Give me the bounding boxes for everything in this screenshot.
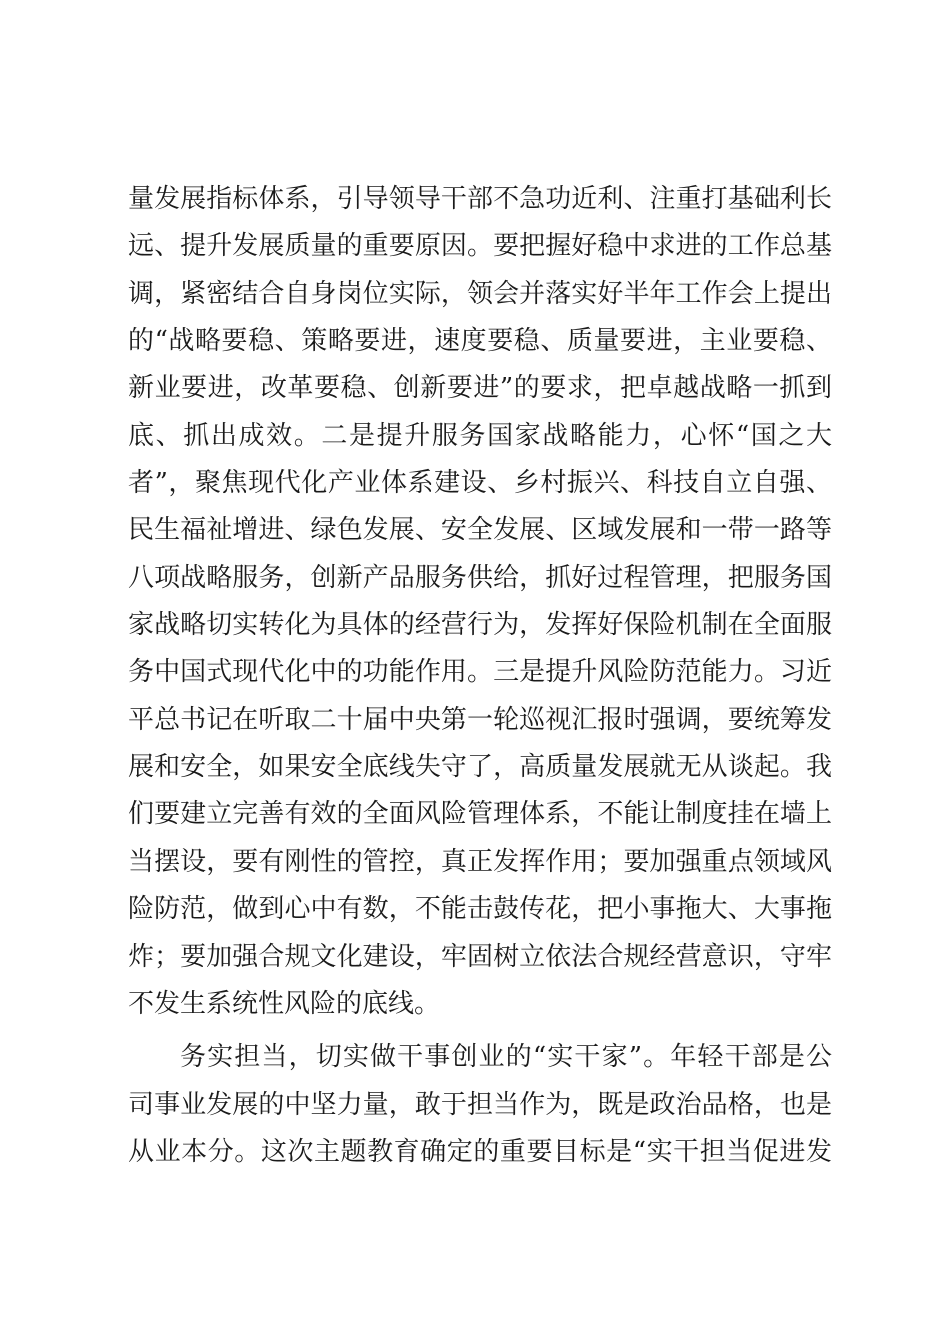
paragraph-line: 的“战略要稳、策略要进，速度要稳、质量要进，主业要稳、 [128, 326, 832, 357]
paragraph-line: 底、抓出成效。二是提升服务国家战略能力，心怀“国之大 [128, 420, 832, 451]
paragraph-line: 新业要进，改革要稳、创新要进”的要求，把卓越战略一抓到 [128, 373, 832, 404]
paragraph-line: 量发展指标体系，引导领导干部不急功近利、注重打基础利长 [128, 184, 832, 214]
paragraph-line: 们要建立完善有效的全面风险管理体系，不能让制度挂在墙上 [128, 799, 832, 830]
paragraph-line: 炸；要加强合规文化建设，牢固树立依法合规经营意识，守牢 [128, 941, 832, 972]
paragraph-line: 展和安全，如果安全底线失守了，高质量发展就无从谈起。我 [128, 752, 832, 783]
paragraph-line: 险防范，做到心中有数，不能击鼓传花，把小事拖大、大事拖 [128, 894, 832, 925]
paragraph-line: 者”，聚焦现代化产业体系建设、乡村振兴、科技自立自强、 [128, 468, 832, 499]
paragraph-line: 司事业发展的中坚力量，敢于担当作为，既是政治品格，也是 [128, 1089, 832, 1120]
paragraph-line: 当摆设，要有刚性的管控，真正发挥作用；要加强重点领域风 [128, 846, 832, 877]
paragraph-line: 调，紧密结合自身岗位实际，领会并落实好半年工作会上提出 [128, 278, 832, 309]
paragraph-line: 务实担当，切实做干事创业的“实干家”。年轻干部是公 [180, 1042, 832, 1073]
paragraph-line: 不发生系统性风险的底线。 [128, 988, 441, 1019]
paragraph-1 [128, 176, 832, 1028]
paragraph-line: 务中国式现代化中的功能作用。三是提升风险防范能力。习近 [128, 657, 832, 688]
paragraph-line: 家战略切实转化为具体的经营行为，发挥好保险机制在全面服 [128, 610, 832, 641]
paragraph-line: 民生福祉增进、绿色发展、安全发展、区域发展和一带一路等 [128, 515, 832, 546]
paragraph-2 [128, 1034, 832, 1176]
paragraph-line: 从业本分。这次主题教育确定的重要目标是“实干担当促进发 [128, 1136, 832, 1167]
paragraph-line: 八项战略服务，创新产品服务供给，抓好过程管理，把服务国 [128, 562, 832, 593]
paragraph-line: 平总书记在听取二十届中央第一轮巡视汇报时强调，要统筹发 [128, 704, 832, 735]
document-body [128, 176, 832, 1176]
paragraph-line: 远、提升发展质量的重要原因。要把握好稳中求进的工作总基 [128, 231, 832, 262]
